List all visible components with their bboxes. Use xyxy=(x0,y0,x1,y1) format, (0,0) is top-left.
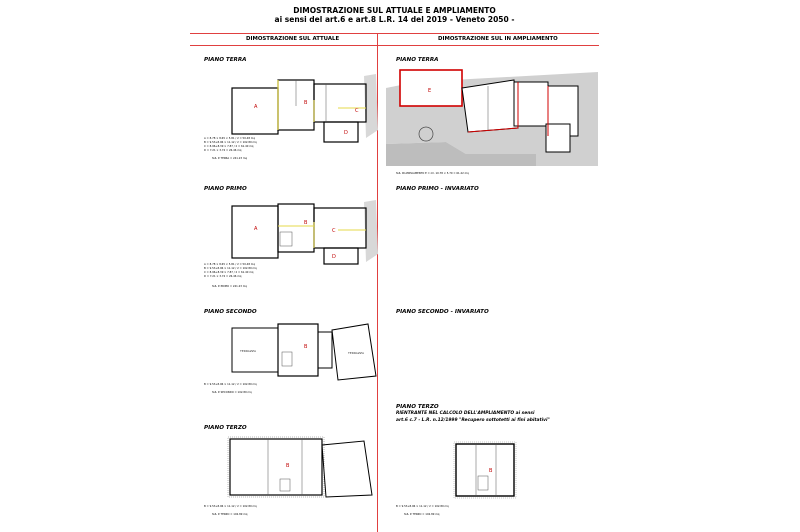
room-label-b: B xyxy=(304,344,308,350)
doc-subtitle: ai sensi del art.6 e art.8 L.R. 14 del 2019 - Veneto 2050 - xyxy=(274,15,515,24)
calc-primo-a: A = 8.78 × 8.65 × 5.81 / 2 = 50.48 mq xyxy=(204,263,255,266)
section-secondo-right: PIANO SECONDO - INVARIATO xyxy=(396,309,489,315)
calc-terra-a: A = 8.78 × 8.65 × 5.81 / 2 = 50.48 mq xyxy=(204,137,255,140)
calc-terra-d: D = 7.21 × 3.74 = 26.46 mq xyxy=(204,149,242,152)
calc-secondo-sul: SUL P. SECONDO = 102.89 mq xyxy=(212,391,252,394)
calc-ampliamento-e: SUL IN AMPLIAMENTO E = ml. 10.78 × 5.70 = 61.22 mq xyxy=(396,172,469,175)
room-label-a: A xyxy=(254,226,258,232)
room-label-c: C xyxy=(332,228,336,234)
calc-terzo-left-b: B = 9.53+8.96 × 11.12 / 2 = 102.89 mq xyxy=(204,505,257,508)
section-terzo-right: PIANO TERZO xyxy=(396,404,439,410)
calc-primo-sul: SUL P. PRIMO = 241.23 mq xyxy=(212,285,247,288)
room-label-c: C xyxy=(355,108,359,114)
calc-secondo-b: B = 9.53+8.96 × 11.12 / 2 = 102.89 mq xyxy=(204,383,257,386)
plan-secondo-actual xyxy=(218,318,378,382)
plan-terra-expansion xyxy=(386,62,598,166)
calc-terzo-right-sul: SUL P. TERZO = 102.89 mq xyxy=(404,513,440,516)
document-sheet xyxy=(190,0,599,532)
room-label-b: B xyxy=(304,100,308,106)
section-primo-left: PIANO PRIMO xyxy=(204,186,247,192)
section-primo-right: PIANO PRIMO - INVARIATO xyxy=(396,186,479,192)
calc-primo-b: B = 9.53+8.96 × 11.12 / 2 = 102.89 mq xyxy=(204,267,257,270)
section-terzo-left: PIANO TERZO xyxy=(204,425,247,431)
room-label-d: D xyxy=(344,130,348,136)
room-label-a: A xyxy=(254,104,258,110)
section-terra-left: PIANO TERRA xyxy=(204,57,247,63)
top-divider xyxy=(190,33,599,34)
calc-terra-c: C = 8.96+8.39 × 7.87 / 2 = 61.40 mq xyxy=(204,145,254,148)
doc-title: DIMOSTRAZIONE SUL ATTUALE E AMPLIAMENTO xyxy=(293,6,496,15)
calc-primo-d: D = 7.21 × 3.74 = 26.46 mq xyxy=(204,275,242,278)
calc-terzo-right-b: B = 9.53+8.96 × 11.12 / 2 = 102.89 mq xyxy=(396,505,449,508)
header-divider xyxy=(190,45,599,46)
terrace-label-left: TERRAZZA xyxy=(240,349,256,353)
terzo-note-line1: RIENTRANTE NEL CALCOLO DELL'AMPLIAMENTO ai sensi xyxy=(396,411,535,416)
right-column-header: DIMOSTRAZIONE SUL IN AMPLIAMENTO xyxy=(438,36,558,42)
left-column-header: DIMOSTRAZIONE SUL ATTUALE xyxy=(246,36,340,42)
room-label-b: B xyxy=(489,468,493,474)
calc-primo-c: C = 8.96+8.39 × 7.87 / 2 = 61.40 mq xyxy=(204,271,254,274)
plan-terra-actual xyxy=(218,70,378,144)
room-label-d: D xyxy=(332,254,336,260)
section-secondo-left: PIANO SECONDO xyxy=(204,309,257,315)
plan-terzo-actual xyxy=(218,433,378,499)
room-label-b: B xyxy=(304,220,308,226)
calc-terra-b: B = 9.53+8.96 × 11.12 / 2 = 102.89 mq xyxy=(204,141,257,144)
calc-terzo-left-sul: SUL P. TERZO = 102.89 mq xyxy=(212,513,248,516)
room-label-b: B xyxy=(286,463,290,469)
room-label-e: E xyxy=(428,88,432,94)
plan-terzo-expansion xyxy=(452,440,522,500)
section-terra-right: PIANO TERRA xyxy=(396,57,439,63)
terzo-note-line2: art.6 c.7 - L.R. n.12/1999 "Recupero sottotetti ai fini abitativi" xyxy=(396,418,550,423)
calc-terra-sul: SUL P. TERRA = 241.23 mq xyxy=(212,157,248,160)
terrace-label-right: TERRAZZA xyxy=(348,351,364,355)
plan-primo-actual xyxy=(218,196,378,268)
